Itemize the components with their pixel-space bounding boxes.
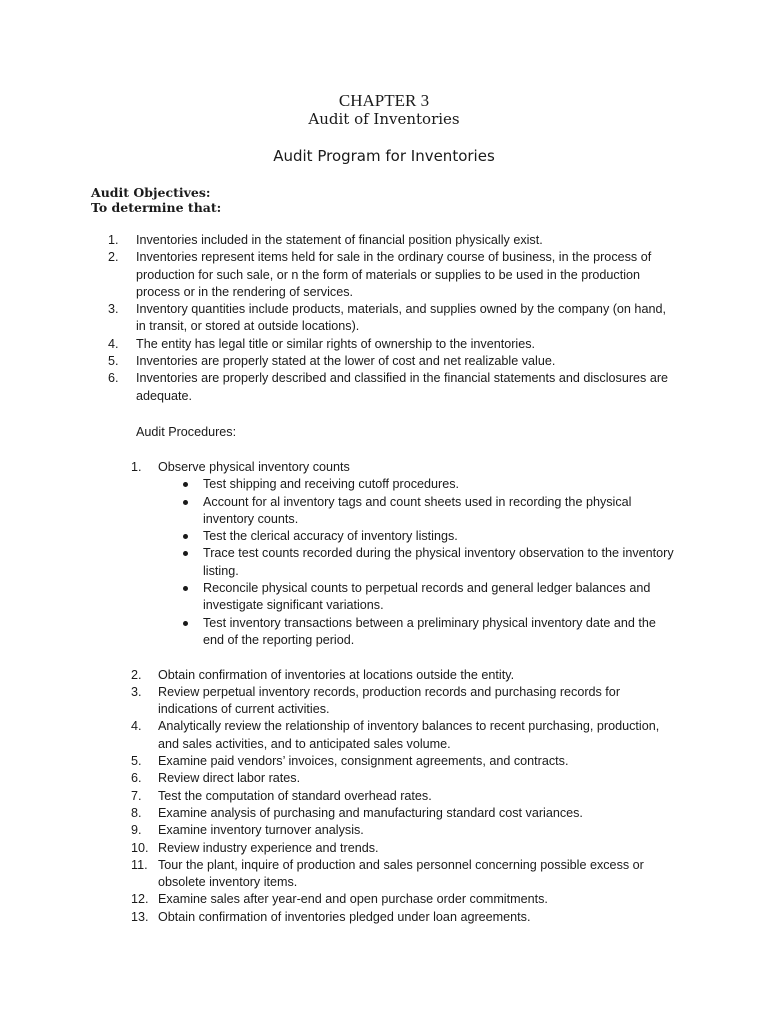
bullet-item (158, 476, 676, 493)
list-text: Examine analysis of purchasing and manufacturing standard cost variances. (158, 805, 583, 820)
list-text: Analytically review the relationship of inventory balances to recent purchasing, production, and sales activities, and to anticipated sales volume. (158, 719, 660, 751)
list-number: 4. (131, 719, 142, 734)
list-number: 4. (108, 336, 119, 351)
bullet-item (158, 580, 676, 615)
bullet-icon (158, 580, 203, 615)
list-text: Obtain confirmation of inventories pledged under loan agreements. (158, 909, 531, 924)
list-text: Test the computation of standard overhead rates. (158, 788, 432, 803)
list-item (108, 249, 678, 301)
list-number: 11. (131, 857, 148, 872)
list-text: Examine paid vendors’ invoices, consignment agreements, and contracts. (158, 754, 569, 769)
list-number: 5. (131, 754, 142, 769)
objectives-heading: Audit Objectives: (91, 185, 211, 200)
bullet-icon (158, 476, 203, 493)
list-text: Review perpetual inventory records, production records and purchasing records for indications of current activities. (158, 684, 621, 717)
list-number: 2. (108, 250, 119, 265)
program-title: Audit Program for Inventories (273, 147, 495, 165)
list-item (131, 684, 676, 719)
list-item (108, 232, 678, 249)
list-item (131, 459, 676, 476)
list-number: 3. (108, 302, 119, 317)
list-text: Obtain confirmation of inventories at locations outside the entity. (158, 667, 515, 682)
list-text: Examine sales after year-end and open purchase order commitments. (158, 892, 548, 907)
list-number: 10. (131, 840, 149, 855)
bullet-item (158, 545, 676, 580)
list-number: 9. (131, 823, 142, 838)
chapter-heading: CHAPTER 3 (338, 91, 430, 110)
bullet-item (158, 615, 676, 650)
list-number: 6. (108, 371, 119, 386)
bullet-icon (158, 528, 203, 545)
list-text: Inventories included in the statement of financial position physically exist. (136, 233, 543, 247)
list-number: 3. (131, 684, 142, 699)
list-number: 1. (131, 460, 142, 474)
list-number: 8. (131, 805, 142, 820)
list-item (131, 822, 676, 839)
list-text: Examine inventory turnover analysis. (158, 823, 364, 838)
bullet-text: Trace test counts recorded during the physical inventory observation to the inventory listing. (203, 546, 674, 578)
list-number: 5. (108, 354, 119, 369)
objectives-heading-block (91, 185, 221, 215)
bullet-text: Test inventory transactions between a preliminary physical inventory date and the end of the reporting period. (203, 615, 656, 647)
bullet-icon (158, 494, 203, 529)
chapter-subtitle: Audit of Inventories (308, 110, 460, 128)
sub-bullet-list (158, 476, 676, 649)
list-number: 1. (108, 233, 119, 247)
list-text: Review direct labor rates. (158, 771, 301, 786)
list-item (108, 336, 678, 353)
list-item (131, 909, 676, 926)
list-item (108, 301, 678, 336)
list-text: Review industry experience and trends. (158, 840, 379, 855)
objectives-subheading: To determine that: (91, 200, 222, 215)
bullet-text: Test shipping and receiving cutoff procedures. (203, 477, 459, 492)
bullet-icon (158, 545, 203, 580)
list-text: Inventories are properly stated at the lower of cost and net realizable value. (136, 354, 556, 369)
list-item (108, 370, 678, 405)
objectives-list (108, 232, 678, 405)
list-text: Inventories represent items held for sale in the ordinary course of business, in the process of production for such sale, or n the form of materials or supplies to be used in the production process or in the rendering of services. (136, 250, 652, 299)
list-item (131, 770, 676, 787)
spacer (131, 649, 676, 666)
list-number: 13. (131, 909, 149, 924)
list-item (131, 788, 676, 805)
bullet-text: Test the clerical accuracy of inventory listings. (203, 529, 458, 544)
list-number: 7. (131, 788, 142, 803)
list-item (108, 353, 678, 370)
bullet-item (158, 494, 676, 529)
list-number: 2. (131, 667, 142, 682)
list-text: Inventories are properly described and classified in the financial statements and disclosures are adequate. (136, 371, 669, 403)
list-item (131, 891, 676, 908)
procedures-heading: Audit Procedures: (136, 425, 237, 439)
list-item (131, 840, 676, 857)
list-item (131, 667, 676, 684)
bullet-text: Reconcile physical counts to perpetual records and general ledger balances and investigate significant variations. (203, 581, 651, 613)
bullet-icon (158, 615, 203, 650)
list-text: Inventory quantities include products, materials, and supplies owned by the company (on hand, in transit, or stored at outside locations). (136, 302, 666, 334)
list-text: The entity has legal title or similar rights of ownership to the inventories. (136, 336, 535, 351)
list-item (131, 753, 676, 770)
list-item (131, 718, 676, 753)
list-number: 6. (131, 771, 142, 786)
list-number: 12. (131, 892, 149, 907)
list-text: Observe physical inventory counts (158, 460, 350, 474)
bullet-text: Account for al inventory tags and count sheets used in recording the physical inventory counts. (203, 494, 632, 526)
list-item (131, 805, 676, 822)
procedures-list (131, 459, 676, 926)
list-text: Tour the plant, inquire of production and sales personnel concerning possible excess or obsolete inventory items. (158, 857, 644, 890)
bullet-item (158, 528, 676, 545)
list-item (131, 857, 676, 892)
